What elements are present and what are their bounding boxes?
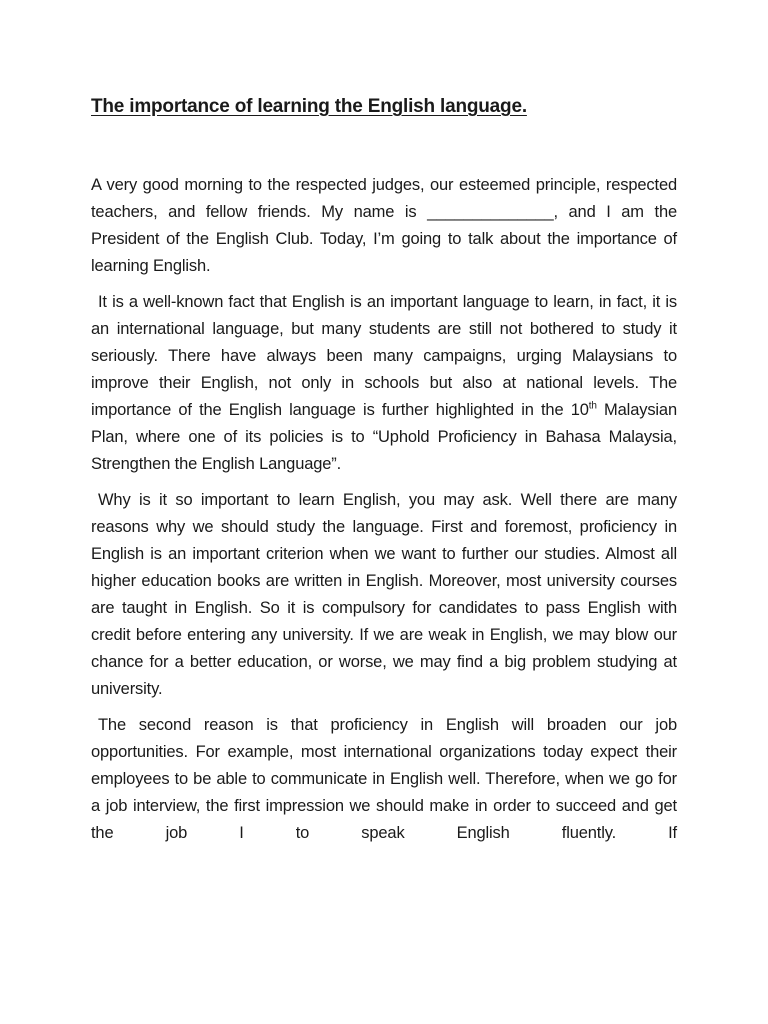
- paragraph-text: Malaysian Plan, where one of its policies is to “Uphold Proficiency in Bahasa Malaysia, Strengthen the English Language”.: [91, 401, 677, 473]
- document-title: The importance of learning the English language.: [91, 96, 527, 117]
- paragraph-reasons: Why is it so important to learn English, you may ask. Well there are many reasons why we should study the language. First and foremost, proficiency in English is an important criterion when we want to further our studies. Almost all higher education books are written in English. Moreover, most university courses are taught in English. So it is compulsory for candidates to pass English with credit before entering any university. If we are weak in English, we may blow our chance for a better education, or worse, we may find a big problem studying at university.: [91, 491, 677, 698]
- paragraph-greeting: A very good morning to the respected judges, our esteemed principle, respected teachers, and fellow friends. My name is ______________, and I am the President of the English Club. Today, I’m going to talk about the importance of learning English.: [91, 176, 677, 275]
- superscript-ordinal: th: [588, 400, 597, 412]
- document-body: [91, 172, 677, 856]
- paragraph-english-importance: [91, 289, 677, 478]
- paragraph-second-reason: The second reason is that proficiency in English will broaden our job opportunities. For example, most international organizations today expect their employees to be able to communicate in English well. Therefore, when we go for a job interview, the first impression we should make in order to succeed and get the job I to speak English fluently. If: [91, 716, 677, 842]
- paragraph-text: It is a well-known fact that English is an important language to learn, in fact, it is an international language, but many students are still not bothered to study it seriously. There have always been many campaigns, urging Malaysians to improve their English, not only in schools but also at national levels. The importance of the English language is further highlighted in the 10: [91, 293, 677, 419]
